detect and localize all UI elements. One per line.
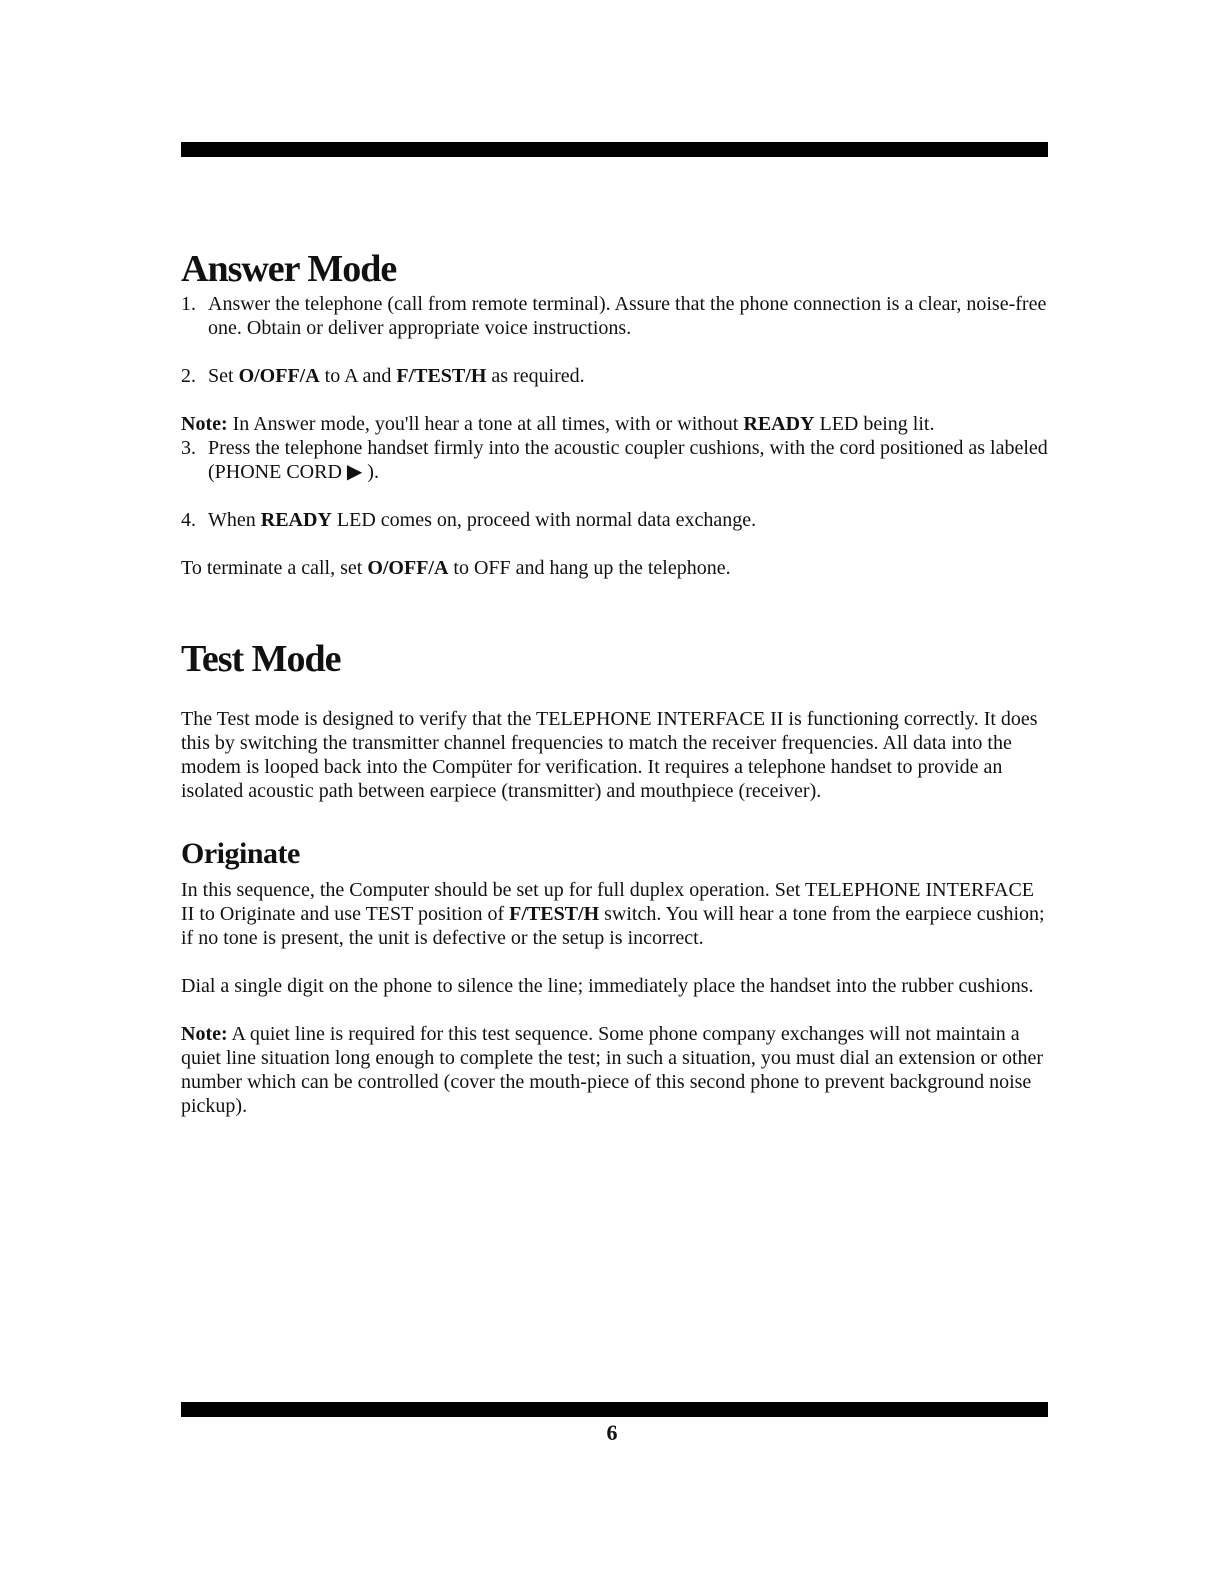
terminate-instructions — [181, 556, 1051, 580]
note-text: A quiet line is required for this test sequence. Some phone company exchanges will not maintain a quiet line situation long enough to complete the test; in such a situation, you must dial an extension or other number which can be controlled (cover the mouth-piece of this second phone to prevent background noise pickup). — [181, 1022, 1044, 1117]
answer-mode-title: Answer Mode — [181, 248, 397, 290]
step-number: 1. — [181, 292, 196, 315]
originate-title: Originate — [181, 837, 300, 871]
originate-text: switch. You will hear a tone from the earpiece cushion; if no tone is present, the unit is defective or the setup is incorrect. — [181, 902, 1045, 949]
step-text: Answer the telephone (call from remote terminal). Assure that the phone connection is a clear, noise-free one. Obtain or deliver appropriate voice instructions. — [208, 292, 1047, 339]
step-number: 2. — [181, 364, 196, 387]
test-mode-title: Test Mode — [181, 637, 341, 680]
step-text: to A and — [319, 364, 397, 387]
ready-led-label: READY — [743, 412, 815, 435]
step-text: Set — [208, 364, 239, 387]
page-number: 6 — [606, 1420, 618, 1445]
terminate-text: to OFF and hang up the telephone. — [448, 556, 731, 579]
top-rule — [181, 142, 1048, 157]
originate-note — [181, 1022, 1051, 1118]
answer-note — [181, 412, 1051, 436]
list-item — [181, 292, 1051, 340]
bottom-rule — [181, 1402, 1048, 1417]
terminate-text: To terminate a call, set — [181, 556, 368, 579]
step-number: 4. — [181, 508, 196, 531]
list-item — [181, 508, 1051, 532]
switch-label: O/OFF/A — [238, 364, 320, 387]
dial-instructions: Dial a single digit on the phone to silence the line; immediately place the handset into the rubber cushions. — [181, 974, 1034, 997]
switch-label: F/TEST/H — [396, 364, 487, 387]
step-text: LED comes on, proceed with normal data exchange. — [331, 508, 757, 531]
list-item — [181, 364, 1051, 388]
test-mode-description: The Test mode is designed to verify that the TELEPHONE INTERFACE II is functioning correctly. It does this by switching the transmitter channel frequencies to match the receiver frequencies. All data into the modem is looped back into the Compüter for verification. It requires a telephone handset to provide an isolated acoustic path between earpiece (transmitter) and mouthpiece (receiver). — [181, 708, 1038, 803]
step-text: as required. — [486, 364, 585, 387]
originate-paragraph — [181, 878, 1051, 950]
answer-steps-list-continued — [181, 436, 1051, 532]
note-text: LED being lit. — [814, 412, 935, 435]
switch-label: O/OFF/A — [367, 556, 449, 579]
answer-steps-list — [181, 292, 1051, 388]
switch-label: F/TEST/H — [509, 902, 600, 925]
list-item — [181, 436, 1051, 484]
step-number: 3. — [181, 436, 196, 459]
step-text: Press the telephone handset firmly into the acoustic coupler cushions, with the cord positioned as labeled (PHONE CORD ▶ ). — [208, 436, 1048, 483]
note-label: Note: — [181, 1022, 228, 1045]
note-label: Note: — [181, 412, 228, 435]
ready-led-label: READY — [260, 508, 332, 531]
note-text: In Answer mode, you'll hear a tone at all times, with or without — [227, 412, 744, 435]
step-text: When — [208, 508, 261, 531]
page-content — [181, 248, 1051, 1118]
originate-text: In this sequence, the Computer should be set up for full duplex operation. Set TELEPHONE INTERFACE II to Originate and use TEST position of — [181, 878, 1035, 925]
